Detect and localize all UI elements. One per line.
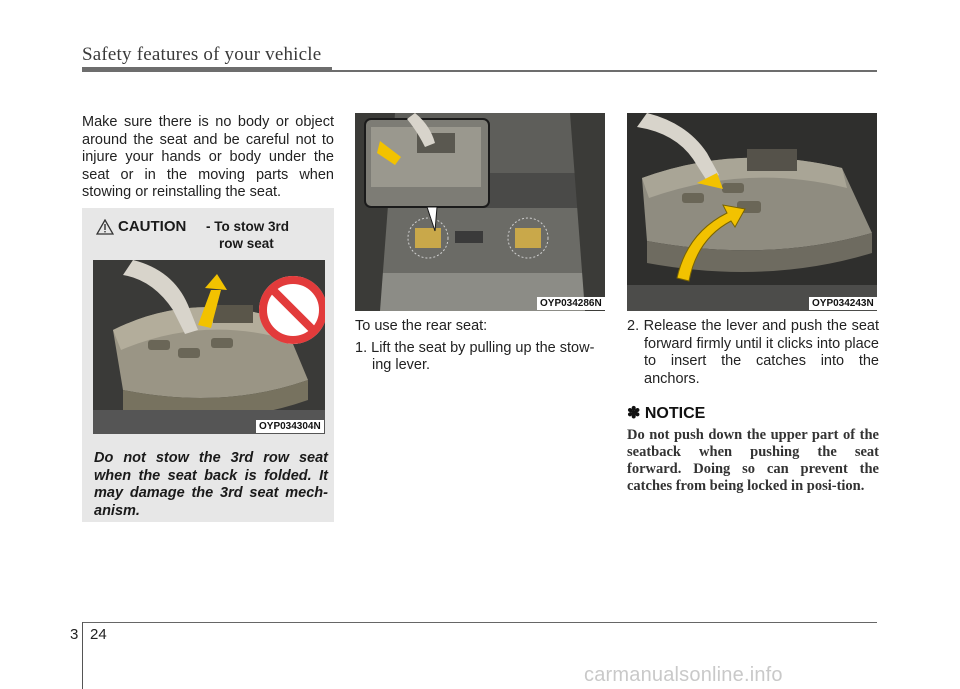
- step-2-text: Release the lever and push the seat forward firmly until it clicks into place to insert the catches into the anchors.: [643, 318, 879, 387]
- footer-rule: [82, 622, 877, 623]
- figure-code-middle: OYP034286N: [537, 297, 605, 310]
- step-1: [355, 340, 605, 375]
- caution-label: CAUTION: [118, 218, 187, 235]
- warning-triangle-icon: [96, 219, 114, 235]
- section-title: Safety features of your vehicle: [82, 44, 322, 65]
- caution-text: Do not stow the 3rd row seat when the seat back is folded. It may damage the 3rd seat mech-anism.: [94, 450, 328, 519]
- caution-subtitle-2: row seat: [219, 236, 274, 251]
- step-2: [627, 318, 879, 388]
- notice-title: NOTICE: [644, 405, 706, 422]
- notice-text: Do not push down the upper part of the seatback when pushing the seat forward. Doing so can prevent the catches from being locked in posi-tion.: [627, 427, 879, 494]
- caution-figure: [93, 260, 325, 434]
- footer-vertical-rule: [82, 622, 83, 689]
- caution-subtitle-1: - To stow 3rd: [206, 219, 289, 234]
- figure-code-right: OYP034243N: [809, 297, 877, 310]
- seat-forward-figure: [627, 113, 877, 311]
- seat-stow-illustration: [93, 260, 325, 434]
- step-1-number: 1.: [355, 339, 368, 356]
- figure-code-caution: OYP034304N: [256, 420, 324, 433]
- step-1-text: Lift the seat by pulling up the stow-ing lever.: [371, 339, 595, 373]
- step-2-item: [627, 318, 879, 388]
- caution-heading: [94, 217, 328, 257]
- seat-push-illustration: [627, 113, 877, 311]
- notice-heading: [627, 403, 705, 423]
- steps-middle: [355, 318, 605, 375]
- intro-paragraph: Make sure there is no body or object around the seat and be careful not to injure your hands or body under the seat or in the moving parts when stowing or reinstalling the seat.: [82, 114, 334, 200]
- chapter-number: 3: [70, 626, 79, 643]
- notice-symbol-icon: ✽: [627, 405, 641, 422]
- cargo-area-illustration: [355, 113, 605, 311]
- page-number: 24: [90, 626, 107, 643]
- header-rule-thick: [82, 67, 332, 72]
- steps-heading: To use the rear seat:: [355, 318, 488, 334]
- rear-seat-figure: [355, 113, 605, 311]
- watermark-text: carmanualsonline.info: [584, 664, 783, 686]
- step-2-number: 2.: [627, 318, 640, 334]
- header-rule-thin: [332, 70, 877, 72]
